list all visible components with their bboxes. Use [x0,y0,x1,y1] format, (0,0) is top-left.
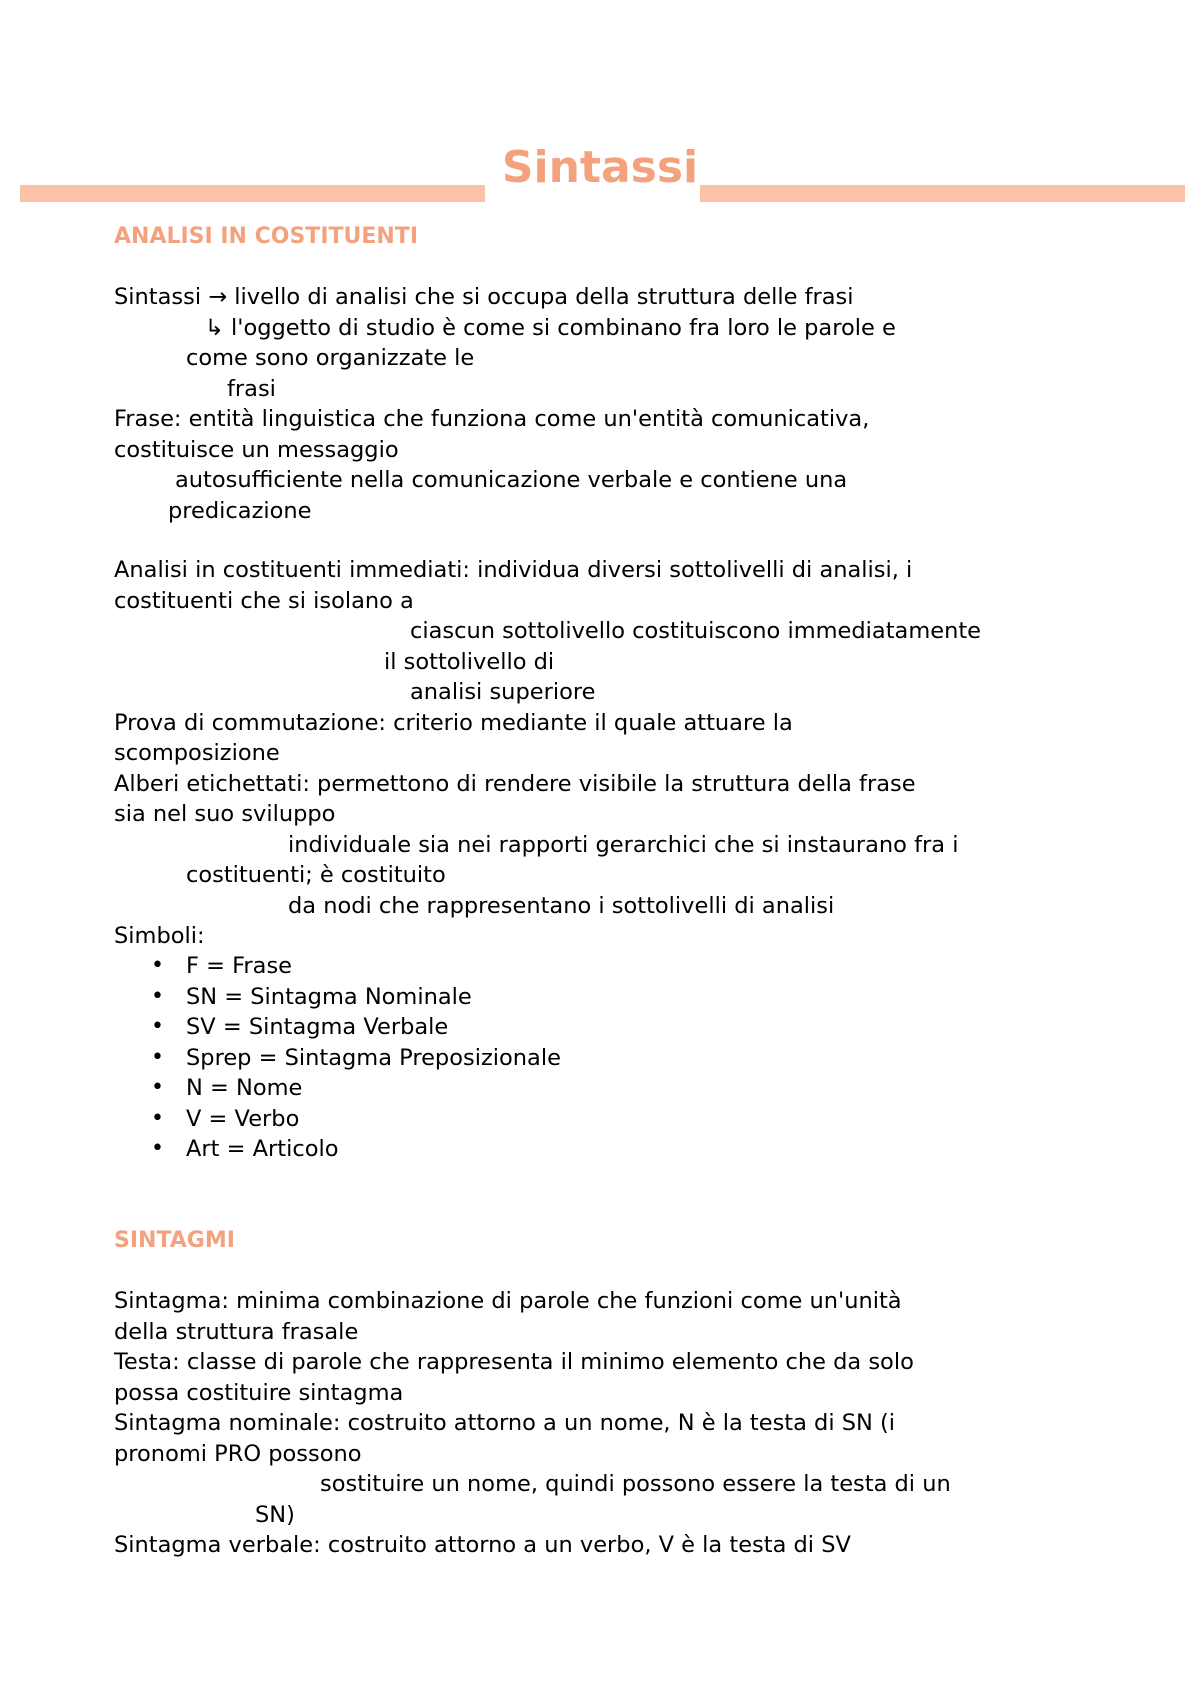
list-item: • V = Verbo [0,1104,1200,1135]
text-line: frasi [227,375,276,402]
section-heading-sintagmi: SINTAGMI [114,1228,235,1253]
text-line: il sottolivello di [384,648,555,675]
text-line: Simboli: [114,923,205,949]
section1-text-b [0,555,1200,952]
text-line: sia nel suo sviluppo [114,801,336,827]
section1-text-a [0,282,1200,526]
text-line: scomposizione [114,740,280,766]
text-line: Sintassi → livello di analisi che si occupa della struttura delle frasi [114,284,854,310]
text-line: Sintagma verbale: costruito attorno a un verbo, V è la testa di SV [114,1532,851,1558]
text-line: individuale sia nei rapporti gerarchici che si instaurano fra i [288,831,959,858]
text-line: come sono organizzate le [186,345,475,371]
text-line: ciascun sottolivello costituiscono immediatamente [410,618,982,644]
bullet-icon: • [151,983,164,1009]
text-line: sostituire un nome, quindi possono essere la testa di un [320,1471,951,1497]
text-line: ↳ l'oggetto di studio è come si combinano fra loro le parole e [205,314,896,341]
section2-text [0,1286,1200,1561]
text-line: Analisi in costituenti immediati: individua diversi sottolivelli di analisi, i [114,557,913,583]
bullet-icon: • [151,953,164,978]
text-line: da nodi che rappresentano i sottolivelli di analisi [288,892,835,919]
bullet-icon: • [151,1014,164,1039]
list-item: • N = Nome [0,1073,1200,1104]
text-line: costituisce un messaggio [114,436,399,463]
bullet-icon: • [151,1075,164,1100]
symbols-list [0,951,1200,1165]
text-line: della struttura frasale [114,1318,359,1345]
text-line: possa costituire sintagma [114,1379,404,1406]
bullet-icon: • [151,1044,164,1070]
bullet-icon: • [151,1136,164,1161]
text-line: autosufficiente nella comunicazione verbale e contiene una [175,467,848,493]
text-line: analisi superiore [410,679,596,705]
title-banner [0,142,1200,202]
page-title: Sintassi [501,142,699,193]
list-item: • Art = Articolo [0,1134,1200,1165]
text-line: Frase: entità linguistica che funziona come un'entità comunicativa, [114,406,870,432]
list-item: • Sprep = Sintagma Preposizionale [0,1043,1200,1074]
text-line: Sintagma: minima combinazione di parole che funzioni come un'unità [114,1288,902,1314]
bullet-icon: • [151,1105,164,1131]
section-heading-analisi: ANALISI IN COSTITUENTI [114,224,419,249]
text-line: pronomi PRO possono [114,1440,362,1467]
list-item: • F = Frase [0,951,1200,982]
text-line: costituenti; è costituito [186,862,446,888]
text-line: SN) [255,1501,295,1528]
text-line: Testa: classe di parole che rappresenta il minimo elemento che da solo [114,1349,914,1375]
list-item: • SV = Sintagma Verbale [0,1012,1200,1043]
text-line: costituenti che si isolano a [114,587,414,614]
text-line: predicazione [168,497,312,524]
list-item: • SN = Sintagma Nominale [0,982,1200,1013]
text-line: Sintagma nominale: costruito attorno a un nome, N è la testa di SN (i [114,1410,896,1436]
text-line: Prova di commutazione: criterio mediante il quale attuare la [114,709,793,736]
text-line: Alberi etichettati: permettono di rendere visibile la struttura della frase [114,770,916,797]
